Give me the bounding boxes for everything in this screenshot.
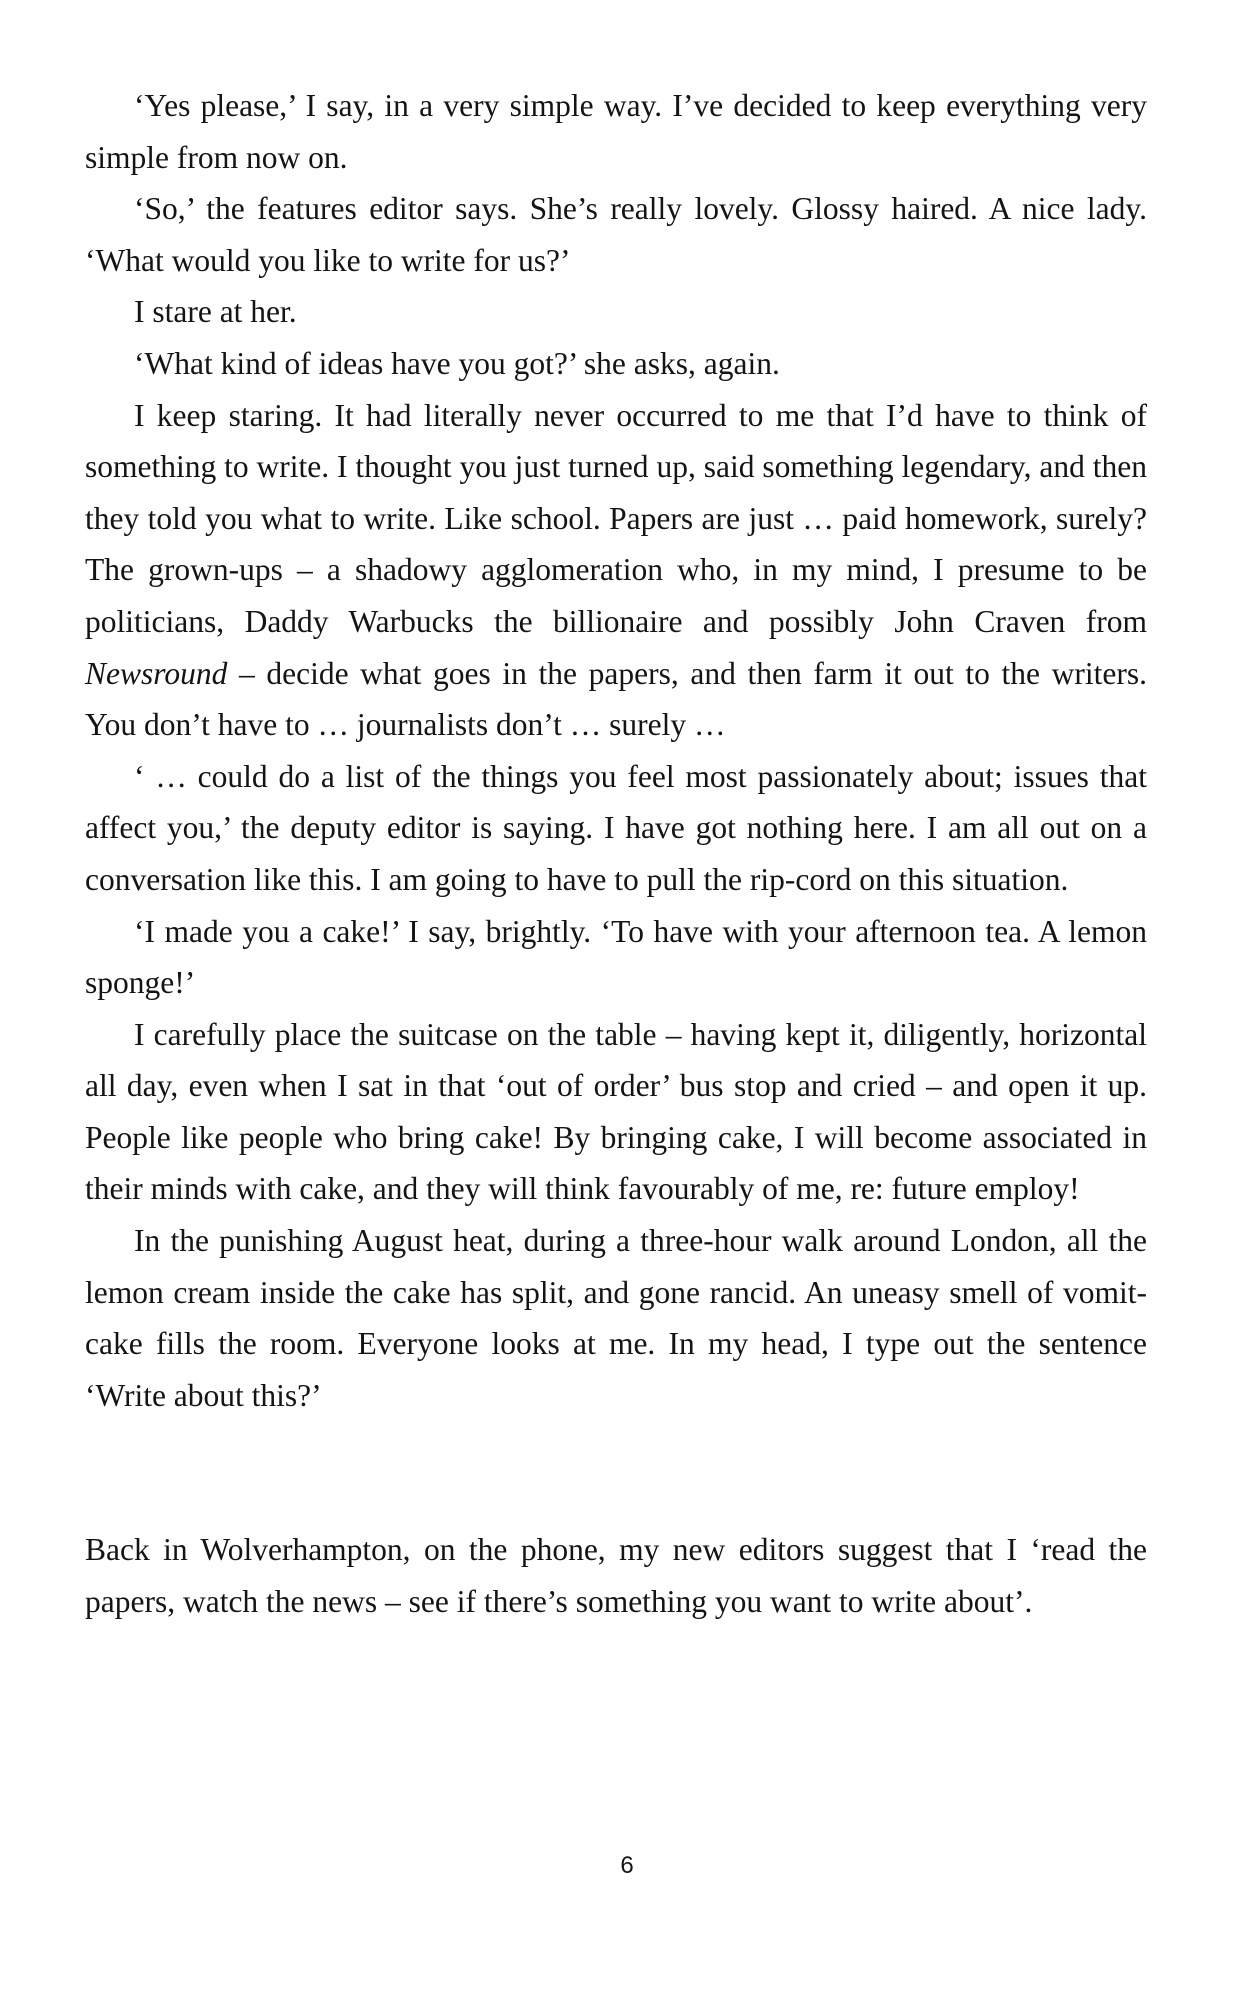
paragraph-6: ‘ … could do a list of the things you feel most passionately about; issues that affect you,’ the deputy editor is saying. I have got nothing here. I am all out on a conversation like this. I am going to have to pull the rip-cord on this situation. — [85, 758, 1147, 897]
paragraph-1: ‘Yes please,’ I say, in a very simple way. I’ve decided to keep everything very simple from now on. — [85, 88, 1147, 175]
paragraph-5-title-italic: Newsround — [85, 655, 228, 691]
paragraph-8: I carefully place the suitcase on the table – having kept it, diligently, horizontal all day, even when I sat in that ‘out of order’ bus stop and cried – and open it up. People like people who bring cake! By bringing cake, I will become associated in their minds with cake, and they will think favourably of me, re: future employ! — [85, 1016, 1147, 1207]
page-number: 6 — [620, 1852, 634, 1879]
paragraph-2: ‘So,’ the features editor says. She’s really lovely. Glossy haired. A nice lady. ‘What would you like to write for us?’ — [85, 191, 1147, 278]
paragraph-5-text-a: I keep staring. It had literally never occurred to me that I’d have to think of something to write. I thought you just turned up, said something legendary, and then they told you what to write. Like school. Papers are just … paid homework, surely? The grown-ups – a shadowy agglomeration who, in my mind, I presume to be politicians, Daddy Warbucks the billionaire and possibly John Craven from — [85, 397, 1147, 639]
paragraph-5-text-b: – decide what goes in the papers, and then farm it out to the writers. You don’t have to … journalists don’t … surely … — [85, 655, 1147, 743]
section-two-paragraph: Back in Wolverhampton, on the phone, my new editors suggest that I ‘read the papers, watch the news – see if there’s something you want to write about’. — [85, 1532, 1147, 1620]
paragraph-4: ‘What kind of ideas have you got?’ she asks, again. — [134, 345, 780, 381]
paragraph-7: ‘I made you a cake!’ I say, brightly. ‘To have with your afternoon tea. A lemon sponge!’ — [85, 913, 1147, 1001]
body-text — [85, 80, 1147, 1628]
paragraph-3: I stare at her. — [134, 294, 297, 330]
paragraph-5 — [85, 390, 1147, 751]
section-break — [85, 1421, 1147, 1524]
paragraph-9: In the punishing August heat, during a three-hour walk around London, all the lemon cream inside the cake has split, and gone rancid. An uneasy smell of vomit-cake fills the room. Everyone looks at me. In my head, I type out the sentence ‘Write about this?’ — [85, 1223, 1147, 1413]
